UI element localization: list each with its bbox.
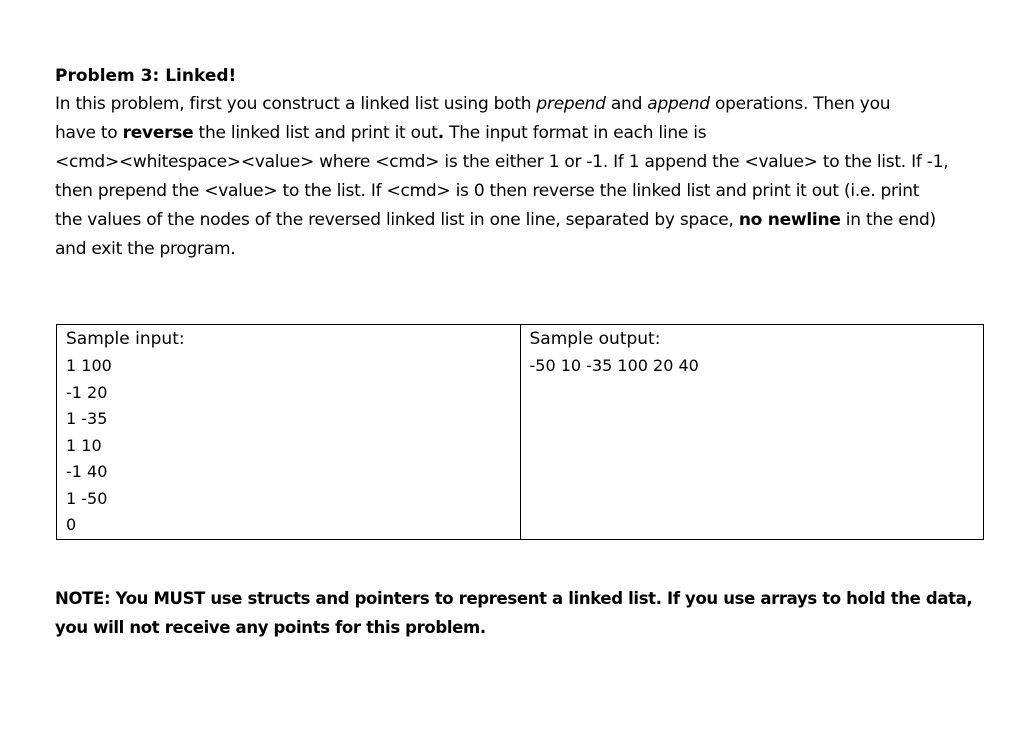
- text-segment: and: [605, 94, 648, 114]
- description-line: [55, 235, 995, 264]
- note-line: you will not receive any points for this problem.: [55, 618, 486, 637]
- text-segment: the linked list and print it out: [193, 123, 438, 143]
- text-segment: and exit the program.: [55, 239, 236, 259]
- text-segment: in the end): [840, 210, 936, 230]
- sample-table: [56, 324, 984, 540]
- sample-input-lines: [66, 353, 520, 539]
- sample-output-cell: [520, 325, 984, 540]
- text-segment: the values of the nodes of the reversed linked list in one line, separated by space,: [55, 210, 739, 230]
- problem-title: Problem 3: Linked!: [55, 66, 237, 86]
- sample-output-header: Sample output:: [529, 329, 661, 349]
- sample-output-line: -50 10 -35 100 20 40: [529, 356, 699, 375]
- sample-input-line: 1 -50: [66, 488, 108, 508]
- sample-output-lines: [530, 353, 984, 380]
- text-segment: then prepend the <value> to the list. If <cmd> is 0 then reverse the linked list and print it out (i.e. print: [55, 181, 920, 201]
- description-line: [55, 206, 995, 235]
- description-line: [55, 119, 995, 148]
- problem-description: [55, 90, 995, 264]
- bold-term: no newline: [738, 210, 841, 230]
- note-line: NOTE: You MUST use structs and pointers to represent a linked list. If you use arrays to hold the data,: [55, 589, 973, 608]
- sample-input-line: -1 20: [66, 382, 108, 402]
- bold-term: .: [437, 123, 444, 143]
- description-line: [55, 148, 995, 177]
- text-segment: have to: [55, 123, 123, 143]
- sample-input-header: Sample input:: [66, 329, 185, 349]
- sample-input-line: 1 10: [66, 435, 102, 455]
- text-segment: <cmd><whitespace><value> where <cmd> is the either 1 or -1. If 1 append the <value> to the list. If -1,: [55, 152, 949, 172]
- italic-term: prepend: [536, 94, 606, 114]
- description-line: [55, 90, 995, 119]
- sample-input-cell: [57, 325, 521, 540]
- text-segment: The input format in each line is: [443, 123, 707, 143]
- italic-term: append: [647, 94, 710, 114]
- problem-section: [55, 62, 995, 264]
- sample-input-line: -1 40: [66, 462, 108, 481]
- bold-term: reverse: [122, 123, 194, 143]
- sample-input-line: 1 100: [66, 356, 112, 375]
- note-paragraph: [55, 584, 995, 642]
- description-line: [55, 177, 995, 206]
- sample-table-row: [57, 325, 984, 540]
- text-segment: In this problem, first you construct a linked list using both: [55, 94, 537, 114]
- sample-input-line: 1 -35: [66, 409, 108, 428]
- text-segment: operations. Then you: [709, 94, 891, 114]
- sample-input-line: 0: [66, 515, 77, 534]
